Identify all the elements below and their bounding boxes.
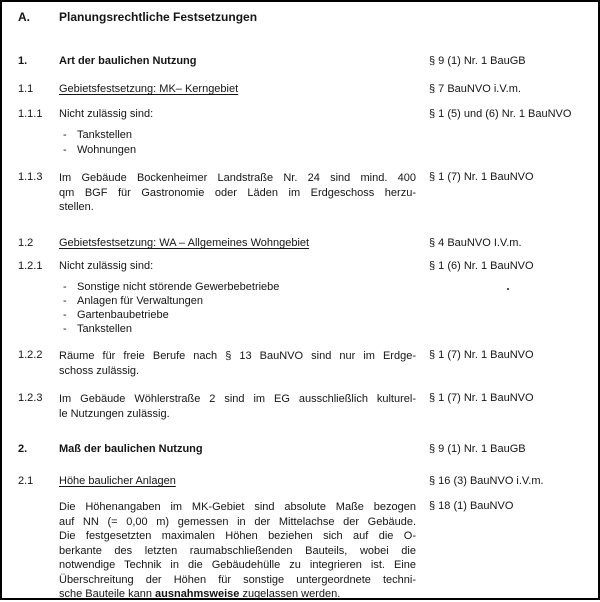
paragraph-line: Überschreitung der Höhen für sonstige untergeordnete techni- [59,573,416,586]
clause-title-underlined: Höhe baulicher Anlagen [59,475,176,487]
paragraph-line: Die festgesetzten maximalen Höhen beziehen sich auf die O- [59,530,416,542]
paragraph-line: berkante des letzten raumabschließenden Bauteils, wobei die [59,544,416,557]
clause-number: 2.1 [18,475,34,487]
paragraph-line: Die Höhenangaben im MK-Gebiet sind absolute Maße bezogen [59,501,416,513]
legal-ref: § 7 BauNVO i.V.m. [429,83,521,95]
paragraph-line: le Nutzungen zulässig. [59,407,170,420]
legal-ref: § 1 (6) Nr. 1 BauNVO [429,260,534,272]
paragraph-line: schoss zulässig. [59,364,140,377]
paragraph-line: Räume für freie Berufe nach § 13 BauNVO sind nur im Erdge- [59,350,416,362]
clause-title-underlined: Gebietsfestsetzung: MK– Kerngebiet [59,83,239,95]
paragraph-line [59,587,416,602]
dash-bullet: - [63,309,67,321]
clause-number: 1.2.1 [18,260,43,272]
legal-ref: § 1 (5) und (6) Nr. 1 BauNVO [429,108,572,120]
section-letter: A. [18,10,30,24]
clause-number: 1.2.2 [18,349,43,361]
clause-number: 1. [18,55,28,67]
legal-ref: § 1 (7) Nr. 1 BauNVO [429,171,534,183]
paragraph-line: Im Gebäude Wöhlerstraße 2 sind im EG ausschließlich kulturel- [59,393,416,405]
clause-number: 1.1.1 [18,108,43,120]
dash-bullet: - [63,144,67,156]
list-item-label: Tankstellen [77,323,133,335]
clause-number: 1.1 [18,83,34,95]
legal-ref: § 1 (7) Nr. 1 BauNVO [429,349,534,361]
list-item [59,144,416,159]
dash-bullet: - [63,129,67,141]
paragraph-line: qm BGF für Gastronomie oder Läden im Erdgeschoss herzu- [59,186,416,199]
list-item-label: Sonstige nicht störende Gewerbebetriebe [77,281,280,293]
clause-number: 1.2 [18,237,34,249]
dash-bullet: - [63,323,67,335]
paragraph-line: notwendige Technik in die Gebäudehülle zu integrieren ist. Eine [59,559,416,571]
scan-artifact-dot [507,288,509,290]
list-item-label: Gartenbaubetriebe [77,309,169,321]
legal-ref: § 1 (7) Nr. 1 BauNVO [429,392,534,404]
clause-number: 2. [18,443,28,455]
list-item [59,129,416,144]
paragraph-line-part: sche Bauteile kann [59,588,156,600]
paragraph-line: stellen. [59,201,94,213]
legal-ref: § 9 (1) Nr. 1 BauGB [429,55,526,67]
paragraph-line: Im Gebäude Bockenheimer Landstraße Nr. 24 sind mind. 400 [59,172,416,184]
dash-bullet: - [63,295,67,307]
list-item [59,281,416,295]
legal-ref: § 16 (3) BauNVO i.V.m. [429,475,544,487]
clause-title-underlined: Gebietsfestsetzung: WA – Allgemeines Wohngebiet [59,237,310,249]
paragraph-line-part: zugelassen werden. [239,588,341,600]
clause-title: Maß der baulichen Nutzung [59,443,203,455]
dash-bullet: - [63,281,67,293]
list-item-label: Wohnungen [77,144,137,156]
legal-ref: § 4 BauNVO I.V.m. [429,237,522,249]
clause-text: Nicht zulässig sind: [59,260,154,272]
clause-number: 1.1.3 [18,171,43,183]
list-item [59,309,416,323]
list-item [59,295,416,309]
list-item-label: Anlagen für Verwaltungen [77,295,203,307]
legal-ref: § 9 (1) Nr. 1 BauGB [429,443,526,455]
section-title: Planungsrechtliche Festsetzungen [59,10,258,24]
legal-ref: § 18 (1) BauNVO [429,500,514,512]
clause-text: Nicht zulässig sind: [59,108,154,120]
emphasized-word: ausnahmsweise [155,588,240,600]
list-item-label: Tankstellen [77,129,133,141]
list-item [59,323,416,337]
clause-number: 1.2.3 [18,392,43,404]
clause-title: Art der baulichen Nutzung [59,55,197,67]
paragraph-line: auf NN (= 0,00 m) gemessen in der Mittelachse der Gebäude. [59,515,416,528]
